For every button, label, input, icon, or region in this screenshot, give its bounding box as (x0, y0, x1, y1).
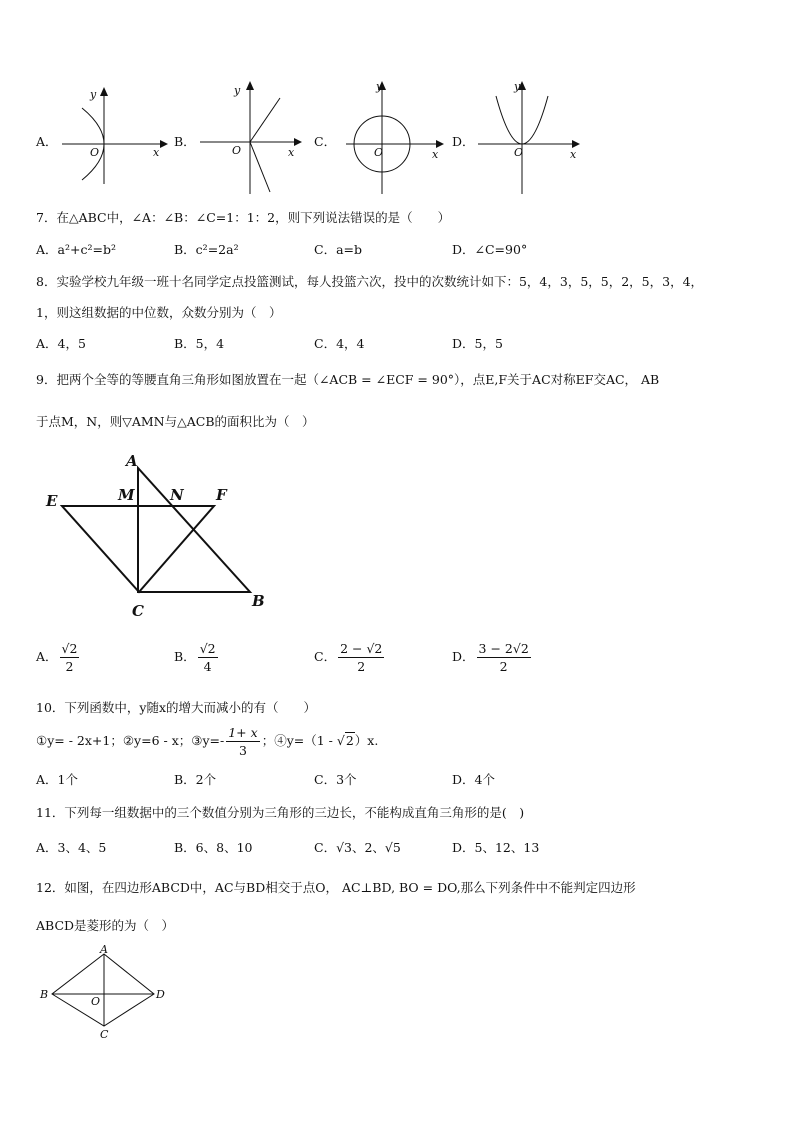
q10-f1: ①y= - 2x+1；②y=6 - x；③y=- (36, 733, 225, 748)
q9-b-den: 4 (203, 659, 212, 674)
q8-option-a: A．4，5 (36, 336, 86, 351)
q10-f4-pre: ；④y=（1 - (261, 733, 337, 748)
q10-f3-den: 3 (238, 743, 247, 758)
q8-option-d: D．5，5 (452, 336, 503, 351)
q7-option-b: B．c²=2a² (174, 242, 239, 257)
q9-label-b: B (252, 592, 265, 610)
q6b-origin-label: O (232, 144, 242, 157)
q9-option-c: C． $\frac{2 - √2}{2}$ (314, 641, 383, 674)
q6c-y-label: y (376, 80, 383, 93)
q6c-origin-label: O (374, 146, 384, 159)
q6b-x-label: x (288, 146, 295, 159)
q11-option-b: B．6、8、10 (174, 840, 253, 855)
q9-figure (40, 448, 280, 624)
q9-option-a: A． $\frac{√2}{2}$ (36, 641, 78, 674)
q8-stem-line2: 1，则这组数据的中位数，众数分别为（ ） (36, 305, 282, 320)
q8-stem-line1: 8．实验学校九年级一班十名同学定点投篮测试，每人投篮六次，投中的次数统计如下：5，4，3，5，5，2，5，3，4， (36, 274, 704, 289)
q10-f4-radicand: 2 (345, 733, 354, 748)
q12-figure (36, 944, 176, 1044)
q6-option-d-label: D． (452, 134, 475, 149)
q10-option-c: C．3个 (314, 772, 357, 787)
q10-f3-num: 1+ x (228, 725, 258, 740)
q11-option-a: A．3、4、5 (36, 840, 107, 855)
q11-option-d: D．5、12、13 (452, 840, 540, 855)
q7-option-c: C．a=b (314, 242, 362, 257)
q10-stem: 10．下列函数中，y随x的增大而减小的有（ ） (36, 700, 317, 715)
q6-option-b-label: B． (174, 134, 196, 149)
q6-option-c-label: C． (314, 134, 337, 149)
q8-option-c: C．4，4 (314, 336, 365, 351)
q10-option-b: B．2个 (174, 772, 217, 787)
q12-label-a: A (100, 943, 108, 956)
q9-label-c: C (132, 602, 144, 620)
q12-label-c: C (100, 1028, 109, 1041)
q8-option-b: B．5，4 (174, 336, 225, 351)
q6-option-a-label: A． (36, 134, 58, 149)
q9-label-a: A (126, 452, 138, 470)
q12-stem-line1: 12．如图，在四边形ABCD中，AC与BD相交于点O， AC⊥BD, BO = DO,那么下列条件中不能判定四边形 (36, 880, 636, 895)
q6d-y-label: y (514, 80, 521, 93)
q6a-x-label: x (153, 146, 160, 159)
q6a-origin-label: O (90, 146, 100, 159)
q10-f4-post: ）x. (354, 733, 379, 748)
q12-label-o: O (91, 995, 101, 1008)
q9-stem-line2: 于点M，N，则▽AMN与△ACB的面积比为（ ） (36, 414, 315, 429)
q7-stem: 7．在△ABC中，∠A：∠B：∠C=1：1：2，则下列说法错误的是（ ） (36, 210, 451, 225)
q9-option-d: D． $\frac{3 - 2√2}{2}$ (452, 641, 529, 674)
q6d-x-label: x (570, 148, 577, 161)
q12-label-b: B (40, 988, 49, 1001)
q9-option-b: B． $\frac{√2}{4}$ (174, 641, 216, 674)
q6c-x-label: x (432, 148, 439, 161)
q10-option-d: D．4个 (452, 772, 495, 787)
q6-graph-c (338, 76, 448, 198)
q6a-y-label: y (90, 88, 97, 101)
q9-label-f: F (216, 486, 227, 504)
q6-graph-b (198, 76, 308, 198)
q12-label-d: D (156, 988, 165, 1001)
q9-a-den: 2 (65, 659, 74, 674)
q7-option-a: A．a²+c²=b² (36, 242, 116, 257)
q9-b-num: √2 (199, 641, 216, 656)
q9-label-n: N (170, 486, 184, 504)
q11-option-c: C．√3、2、√5 (314, 840, 401, 855)
q9-c-den: 2 (357, 659, 366, 674)
q6-graph-d (476, 76, 586, 198)
q10-functions: ①y= - 2x+1；②y=6 - x；③y=- $\frac{1+ x}{3}$ ；④y=（1 - √2）x. (36, 725, 379, 758)
q9-d-den: 2 (499, 659, 508, 674)
q9-label-m: M (118, 486, 135, 504)
q9-d-num: 3 − 2√2 (478, 641, 529, 656)
q11-stem: 11．下列每一组数据中的三个数值分别为三角形的三边长，不能构成直角三角形的是( ) (36, 805, 525, 820)
q12-stem-line2: ABCD是菱形的为（ ） (36, 918, 175, 933)
q9-c-num: 2 − √2 (340, 641, 383, 656)
q6-graph-a (60, 82, 170, 192)
q9-label-e: E (46, 492, 58, 510)
q6b-y-label: y (234, 84, 241, 97)
q10-option-a: A．1个 (36, 772, 78, 787)
q9-a-num: √2 (61, 641, 78, 656)
q9-stem-line1: 9．把两个全等的等腰直角三角形如图放置在一起（∠ACB = ∠ECF = 90°），点E,F关于AC对称EF交AC， AB (36, 372, 660, 387)
q7-option-d: D．∠C=90° (452, 242, 528, 257)
q6d-origin-label: O (514, 146, 524, 159)
